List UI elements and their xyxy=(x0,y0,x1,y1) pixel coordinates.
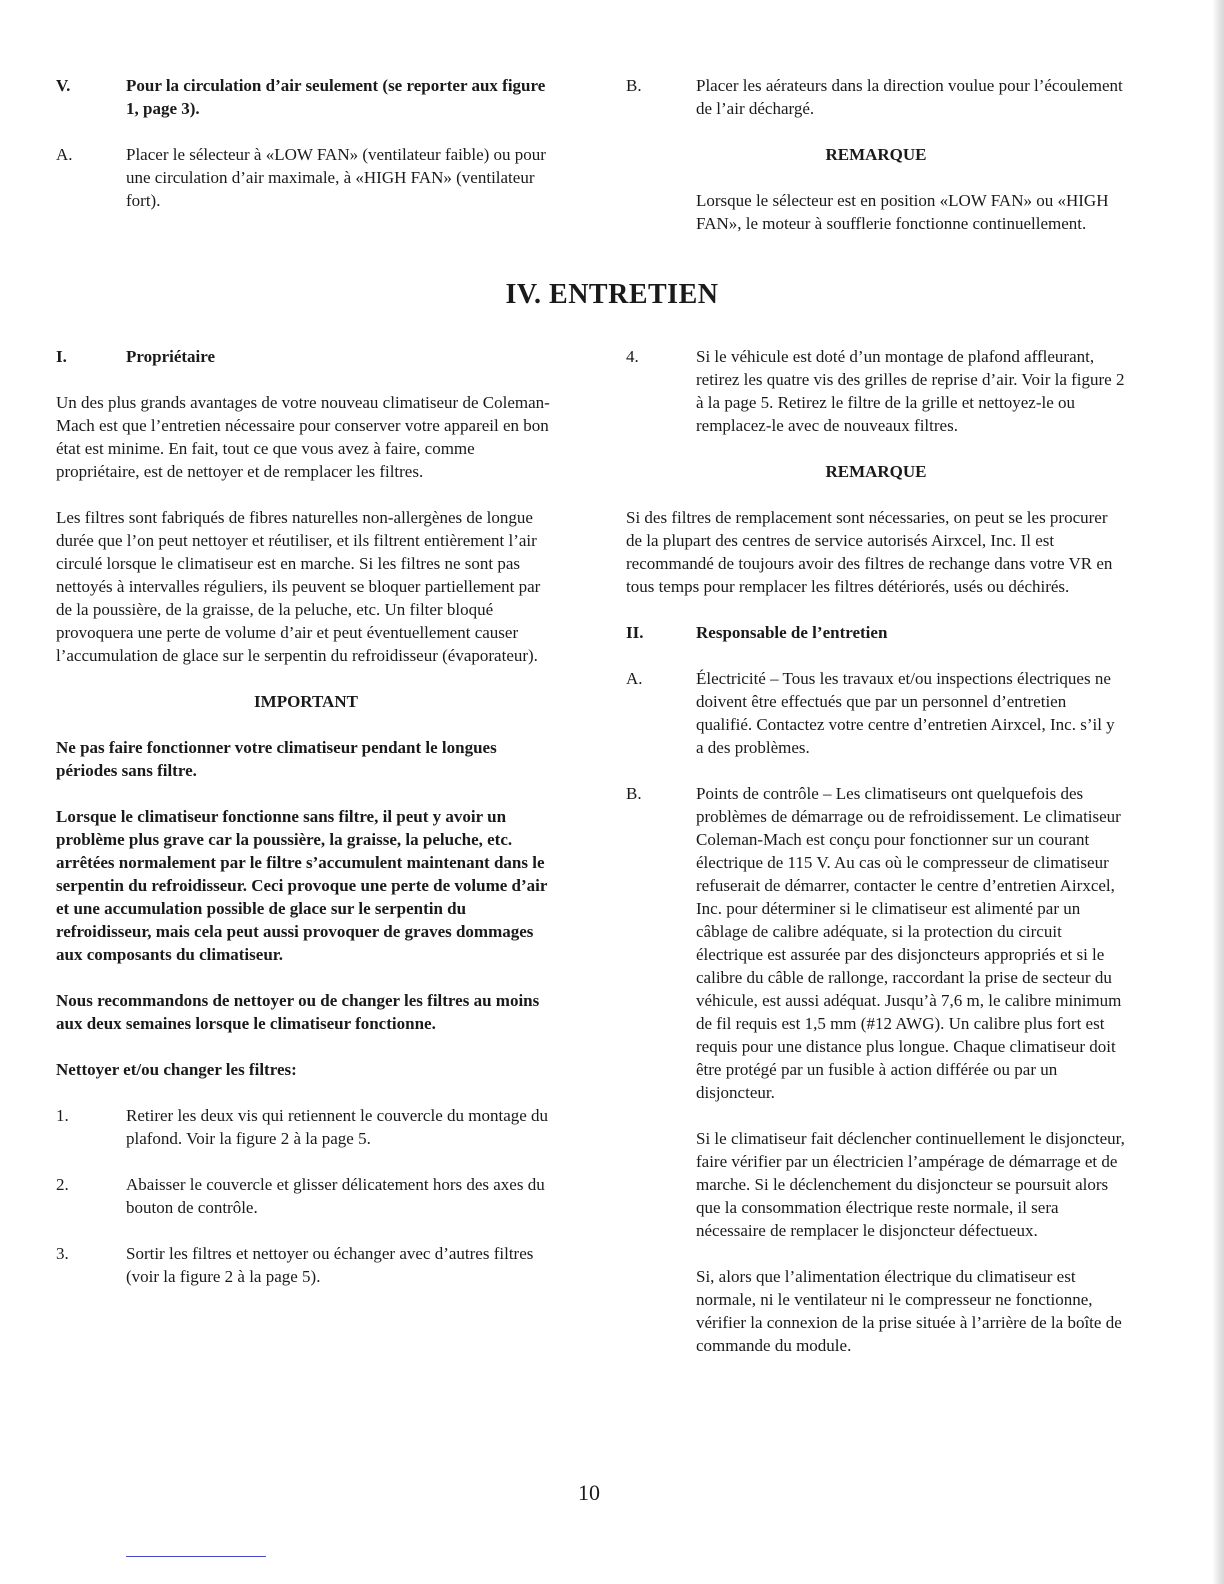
item-a-mark: A. xyxy=(56,145,73,164)
item-b-mark: B. xyxy=(626,76,642,95)
page-edge-shadow xyxy=(1212,0,1224,1584)
item-b-text: Placer les aérateurs dans la direction voulue pour l’écoulement de l’air déchargé. xyxy=(696,76,1123,118)
section-v-heading xyxy=(56,74,556,120)
important-heading: IMPORTANT xyxy=(254,692,358,711)
main-heading: IV. ENTRETIEN xyxy=(505,279,719,310)
step-2-text: Abaisser le couvercle et glisser délicatement hors des axes du bouton de contrôle. xyxy=(126,1175,545,1217)
owner-paragraph-2: Les filtres sont fabriqués de fibres naturelles non-allergènes de longue durée que l’on peut nettoyer et réutiliser, et ils filtrent entièrement l’air circulé lorsque le climatiseur est en marche. Si les filtres ne sont pas nettoyés à intervalles réguliers, ils peuvent se bloquer partiellement par de la poussière, de la graisse, de la peluche, etc. Un filter bloqué provoquera une perte de volume d’air et peut éventuellement causer l’accumulation de glace sur le serpentin du refroidisseur (évaporateur). xyxy=(56,508,541,665)
page-number: 10 xyxy=(578,1480,600,1505)
step-2-mark: 2. xyxy=(56,1175,69,1194)
step-3-text: Sortir les filtres et nettoyer ou échanger avec d’autres filtres (voir la figure 2 à la page 5). xyxy=(126,1244,534,1286)
step-4-mark: 4. xyxy=(626,347,639,366)
step-item xyxy=(56,1242,556,1288)
section-ii-mark: II. xyxy=(626,623,644,642)
item-a-electricite xyxy=(626,667,1126,759)
step-item xyxy=(626,345,1126,437)
important-text-2: Lorsque le climatiseur fonctionne sans filtre, il peut y avoir un problème plus grave car la poussière, la graisse, la peluche, etc. arrêtées normalement par le filtre s’accumulent maintenant dans le serpentin du refroidisseur. Ceci provoque une perte de volume d’air et une accumulation possible de glace sur le serpentin du refroidisseur, mais cela peut aussi provoquer de graves dommages aux composants du climatiseur. xyxy=(56,807,548,964)
footer-rule xyxy=(126,1556,266,1557)
step-1-mark: 1. xyxy=(56,1106,69,1125)
item-b-aerateurs xyxy=(626,74,1126,120)
item-a-right-mark: A. xyxy=(626,669,643,688)
top-left-column xyxy=(56,74,556,235)
remark-heading-top: REMARQUE xyxy=(825,145,927,164)
important-text-3: Nous recommandons de nettoyer ou de changer les filtres au moins aux deux semaines lorsque le climatiseur fonctionne. xyxy=(56,991,540,1033)
item-a-low-fan xyxy=(56,143,556,212)
important-text-1: Ne pas faire fonctionner votre climatiseur pendant le longues périodes sans filtre. xyxy=(56,738,497,780)
section-ii-heading xyxy=(626,621,1126,644)
section-i-mark: I. xyxy=(56,347,67,366)
item-b-right-para-2: Si le climatiseur fait déclencher continuellement le disjoncteur, faire vérifier par un électricien l’ampérage de démarrage et de marche. Si le déclenchement du disjoncteur se poursuit alors que la consommation électrique reste normale, il sera nécessaire de remplacer le disjoncteur défectueux. xyxy=(696,1129,1125,1240)
remark-heading-bottom: REMARQUE xyxy=(825,462,927,481)
step-item xyxy=(56,1173,556,1219)
item-b-right-text: Points de contrôle – Les climatiseurs ont quelquefois des problèmes de démarrage ou de refroidissement. Le climatiseur Coleman-Mach est conçu pour fonctionner sur un courant électrique de 115 V. Au cas où le compresseur de climatiseur refuserait de démarrer, contacter le centre d’entretien Airxcel, Inc. pour déterminer si le climatiseur est alimenté par un câblage de calibre adéquate, si la protection du circuit électrique est assurée par des disjoncteurs appropriés et si le calibre du câble de rallonge, raccordant la prise de secteur du véhicule, est aussi adéquat. Jusqu’à 7,6 m, le calibre minimum de fil requis est 1,5 mm (#12 AWG). Un calibre plus fort est requis pour une distance plus longue. Chaque climatiseur doit être protégé par un fusible à action différée ou par un disjoncteur. xyxy=(696,784,1122,1102)
section-v-title: Pour la circulation d’air seulement (se reporter aux figure 1, page 3). xyxy=(126,76,546,118)
step-item xyxy=(56,1104,556,1150)
step-3-mark: 3. xyxy=(56,1244,69,1263)
item-b-right-body xyxy=(696,782,1126,1380)
step-4-text: Si le véhicule est doté d’un montage de plafond affleurant, retirez les quatre vis des grilles de reprise d’air. Voir la figure 2 à la page 5. Retirez le filtre de la grille et nettoyez-le ou remplacez-le avec de nouveaux filtres. xyxy=(696,347,1125,435)
section-i-title: Propriétaire xyxy=(126,347,216,366)
steps-heading: Nettoyer et/ou changer les filtres: xyxy=(56,1060,297,1079)
item-b-right-mark: B. xyxy=(626,784,642,803)
top-right-column xyxy=(626,74,1126,258)
remark-text-top: Lorsque le sélecteur est en position «LOW FAN» ou «HIGH FAN», le moteur à soufflerie fonctionne continuellement. xyxy=(696,191,1109,233)
owner-paragraph-1: Un des plus grands avantages de votre nouveau climatiseur de Coleman-Mach est que l’entretien nécessaire pour conserver votre appareil en bon état est minime. En fait, tout ce que vous avez à faire, comme propriétaire, est de nettoyer et de remplacer les filtres. xyxy=(56,393,550,481)
section-v-mark: V. xyxy=(56,76,71,95)
right-column xyxy=(626,345,1126,1380)
step-1-text: Retirer les deux vis qui retiennent le couvercle du montage du plafond. Voir la figure 2 à la page 5. xyxy=(126,1106,549,1148)
item-b-points-controle xyxy=(626,782,1126,1380)
item-b-right-para-3: Si, alors que l’alimentation électrique du climatiseur est normale, ni le ventilateur ni le compresseur ne fonctionne, vérifier la connexion de la prise située à l’arrière de la boîte de commande du module. xyxy=(696,1267,1122,1355)
item-a-text: Placer le sélecteur à «LOW FAN» (ventilateur faible) ou pour une circulation d’air maximale, à «HIGH FAN» (ventilateur fort). xyxy=(126,145,546,210)
section-ii-title: Responsable de l’entretien xyxy=(696,623,888,642)
remark-text-bottom: Si des filtres de remplacement sont nécessaries, on peut se les procurer de la plupart des centres de service autorisés Airxcel, Inc. Il est recommandé de toujours avoir des filtres de rechange dans votre VR en tous temps pour remplacer les filtres détériorés, usés ou déchirés. xyxy=(626,508,1113,596)
left-column xyxy=(56,345,556,1311)
item-a-right-text: Électricité – Tous les travaux et/ou inspections électriques ne doivent être effectués que par un personnel d’entretien qualifié. Contactez votre centre d’entretien Airxcel, Inc. s’il y a des problèmes. xyxy=(696,669,1115,757)
section-i-heading xyxy=(56,345,556,368)
